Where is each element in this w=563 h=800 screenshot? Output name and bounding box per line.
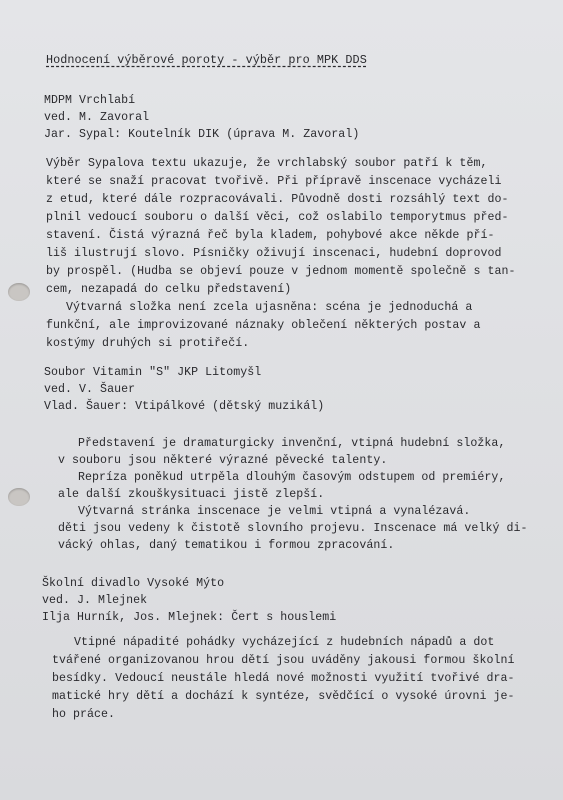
- paragraph-line: Výběr Sypalova textu ukazuje, že vrchlabský soubor patří k těm,: [46, 157, 488, 170]
- section-header-line: ved. M. Zavoral: [44, 111, 150, 124]
- paragraph-line: matické hry dětí a dochází k syntéze, svědčící o vysoké úrovni je-: [52, 690, 515, 703]
- paragraph-line: Výtvarná složka není zcela ujasněna: scéna je jednoduchá a: [66, 301, 473, 314]
- paragraph-line: Repríza poněkud utrpěla dlouhým časovým odstupem od premiéry,: [78, 471, 506, 484]
- section-header-line: ved. J. Mlejnek: [42, 594, 148, 607]
- paragraph-line: plnil vedoucí souboru o další věci, což oslabilo temporytmus před-: [46, 211, 509, 224]
- punch-hole: [8, 283, 30, 301]
- paragraph-line: děti jsou vedeny k čistotě slovního projevu. Inscenace má velký di-: [58, 522, 528, 535]
- paragraph-line: by prospěl. (Hudba se objeví pouze v jednom momentě společně s tan-: [46, 265, 516, 278]
- paragraph-line: ale další zkouškysituaci jistě zlepší.: [58, 488, 325, 501]
- paragraph-line: Výtvarná stránka inscenace je velmi vtipná a vynalézavá.: [78, 505, 471, 518]
- paragraph-line: Vtipné nápadité pohádky vycházející z hudebních nápadů a dot: [74, 636, 495, 649]
- punch-hole: [8, 488, 30, 506]
- paragraph-line: stavení. Čistá výrazná řeč byla kladem, pohybové akce někde pří-: [46, 229, 495, 242]
- section-header-line: ved. V. Šauer: [44, 383, 136, 396]
- paragraph-line: kostýmy druhých si protiřečí.: [46, 337, 250, 350]
- section-header-line: MDPM Vrchlabí: [44, 94, 136, 107]
- paragraph-line: tvářené organizovanou hrou dětí jsou uváděny jakousi formou školní: [52, 654, 515, 667]
- paragraph-line: v souboru jsou některé výrazné pěvecké talenty.: [58, 454, 388, 467]
- section-header-line: Školní divadlo Vysoké Mýto: [42, 577, 225, 590]
- paragraph-line: funkční, ale improvizované náznaky oblečení některých postav a: [46, 319, 481, 332]
- paragraph-line: ho práce.: [52, 708, 116, 721]
- paragraph-line: besídky. Vedoucí neustále hledá nové možnosti využití tvořivé dra-: [52, 672, 515, 685]
- paragraph-line: Představení je dramaturgicky invenční, vtipná hudební složka,: [78, 437, 506, 450]
- paragraph-line: cem, nezapadá do celku představení): [46, 283, 292, 296]
- paragraph-line: vácký ohlas, daný tematikou i formou zpracování.: [58, 539, 395, 552]
- document-title: Hodnocení výběrové poroty - výběr pro MPK DDS: [46, 53, 367, 67]
- paragraph-line: které se snaží pracovat tvořivě. Při přípravě inscenace vycházeli: [46, 175, 502, 188]
- section-header-line: Jar. Sypal: Koutelník DIK (úprava M. Zavoral): [44, 128, 360, 141]
- paragraph-line: z etud, které dále rozpracovávali. Původně dosti rozsáhlý text do-: [46, 193, 509, 206]
- paragraph-line: liš ilustrují slovo. Písničky oživují inscenaci, hudební doprovod: [46, 247, 502, 260]
- section-header-line: Soubor Vitamin "S" JKP Litomyšl: [44, 366, 262, 379]
- section-header-line: Vlad. Šauer: Vtipálkové (dětský muzikál): [44, 400, 325, 413]
- section-header-line: Ilja Hurník, Jos. Mlejnek: Čert s houslemi: [42, 611, 337, 624]
